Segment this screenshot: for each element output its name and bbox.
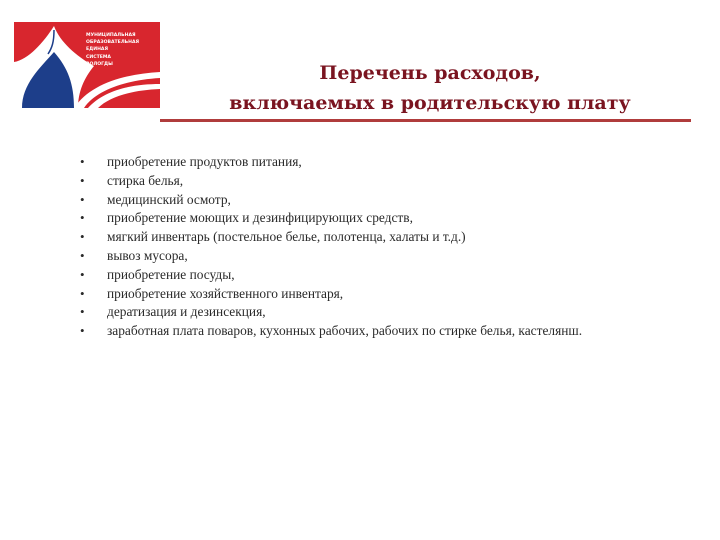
list-item-text: медицинский осмотр,	[107, 191, 231, 207]
bullet-icon: •	[80, 154, 85, 169]
list-item-text: дератизация и дезинсекция,	[107, 304, 266, 320]
list-item	[80, 303, 690, 322]
bullet-icon: •	[80, 247, 85, 263]
list-item	[80, 228, 690, 247]
list-item	[80, 247, 690, 266]
list-item	[80, 191, 690, 210]
logo-text	[86, 32, 168, 68]
list-item	[80, 285, 690, 304]
logo-text-line: ВОЛОГДЫ	[86, 61, 113, 67]
logo-text-line: ЕДИНАЯ	[86, 47, 109, 53]
bullet-icon: •	[80, 266, 85, 282]
list-item-text: мягкий инвентарь (постельное белье, полотенца, халаты и т.д.)	[107, 229, 466, 245]
bullet-icon: •	[80, 210, 85, 226]
list-item-text: заработная плата поваров, кухонных рабочих, рабочих по стирке белья, кастелянш.	[107, 323, 583, 339]
list-item	[80, 266, 690, 285]
bullet-icon: •	[80, 191, 85, 207]
title-line-1: Перечень расходов,	[319, 62, 541, 84]
expense-list	[80, 153, 690, 341]
page-title	[170, 58, 690, 118]
bullet-icon: •	[80, 323, 85, 339]
list-item-text: приобретение посуды,	[107, 266, 235, 282]
bullet-icon: •	[80, 304, 85, 320]
list-item	[80, 322, 690, 341]
logo-text-line: ОБРАЗОВАТЕЛЬНАЯ	[86, 40, 140, 46]
list-item-text: приобретение моющих и дезинфицирующих средств,	[107, 210, 413, 226]
title-divider	[160, 119, 691, 122]
list-item-text: приобретение хозяйственного инвентаря,	[107, 285, 344, 301]
title-line-2: включаемых в родительскую плату	[229, 92, 631, 114]
bullet-icon: •	[80, 172, 85, 188]
list-item-text: стирка белья,	[107, 172, 184, 188]
list-item	[80, 209, 690, 228]
list-item	[80, 153, 690, 172]
logo-text-line: МУНИЦИПАЛЬНАЯ	[86, 33, 136, 38]
bullet-icon: •	[80, 229, 85, 245]
list-item	[80, 172, 690, 191]
bullet-icon: •	[80, 285, 85, 301]
list-item-text: вывоз мусора,	[107, 247, 188, 263]
organization-logo	[14, 22, 160, 108]
logo-text-line: СИСТЕМА	[86, 54, 111, 60]
list-item-text: приобретение продуктов питания,	[107, 154, 302, 169]
